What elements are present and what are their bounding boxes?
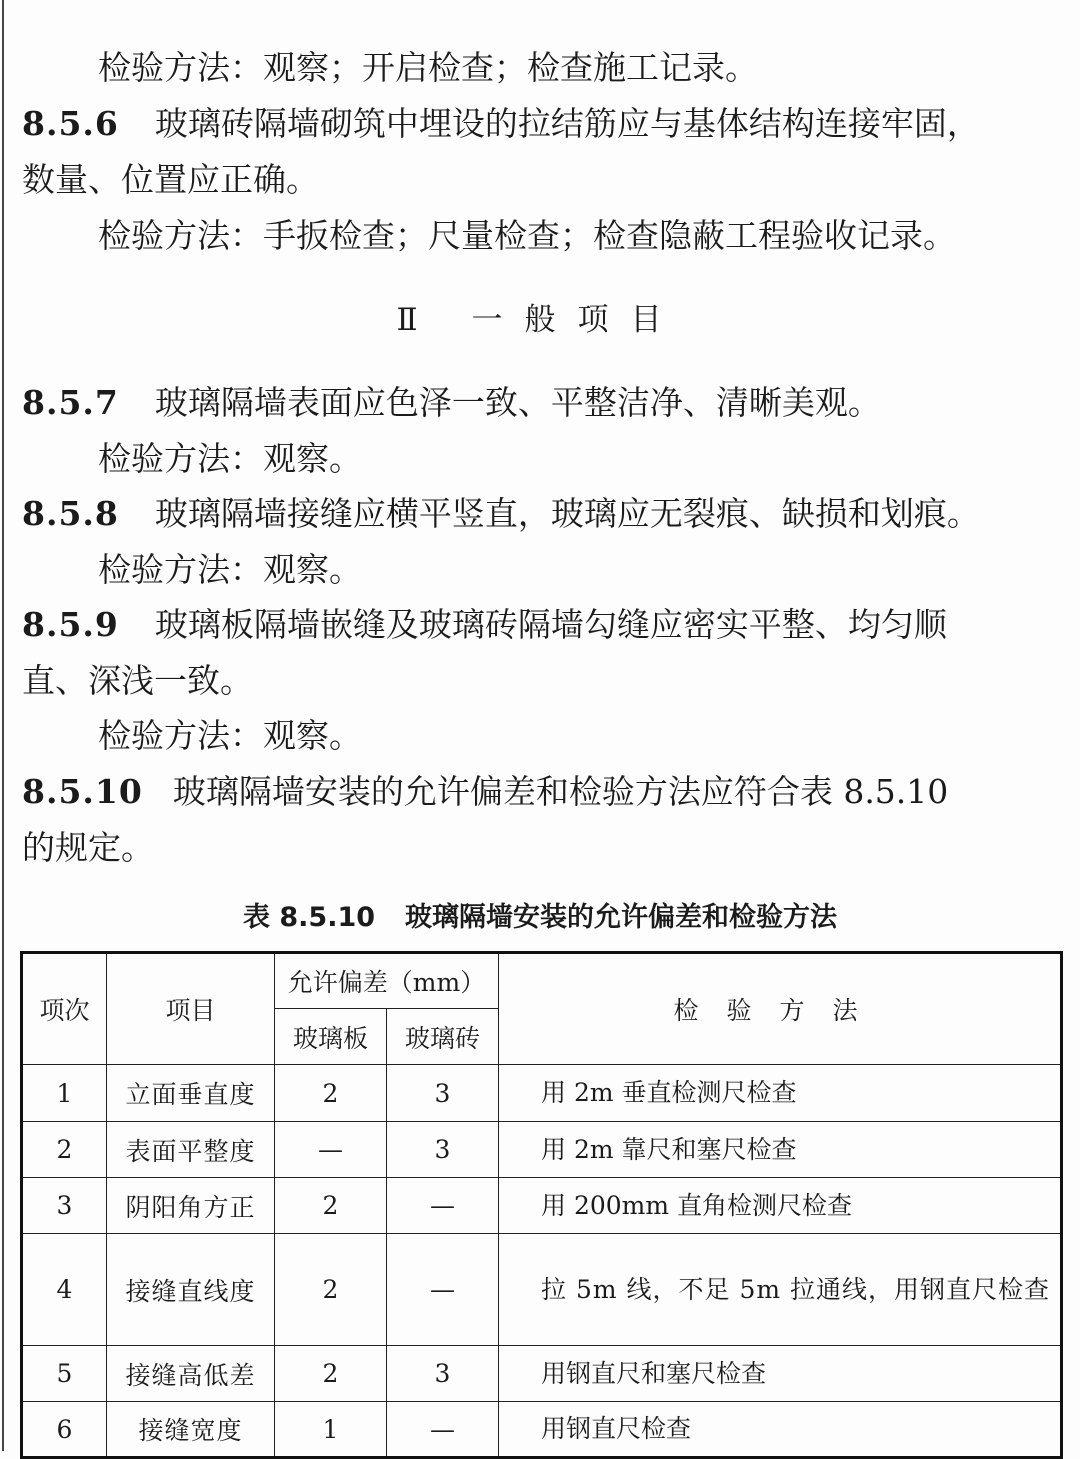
row-num: 6 — [22, 1402, 107, 1458]
clause-text-continued: 的规定。 — [22, 828, 154, 867]
clause-text: 玻璃隔墙安装的允许偏差和检验方法应符合表 8.5.10 — [172, 772, 949, 811]
header-item: 项目 — [107, 953, 275, 1065]
table-caption: 玻璃隔墙安装的允许偏差和检验方法 — [405, 902, 838, 933]
header-glass-brick: 玻璃砖 — [387, 1009, 499, 1065]
row-item: 接缝宽度 — [107, 1402, 275, 1458]
header-glass-panel: 玻璃板 — [275, 1009, 387, 1065]
row-num: 2 — [22, 1122, 107, 1178]
check-method-line: 检验方法：观察。 — [98, 716, 362, 755]
row-method: 拉 5m 线，不足 5m 拉通线，用钢直尺检查 — [499, 1234, 1062, 1346]
row-item: 立面垂直度 — [107, 1065, 275, 1122]
check-method-line: 检验方法：观察。 — [98, 550, 362, 589]
row-panel-tolerance: 1 — [275, 1402, 387, 1458]
table-row — [22, 1178, 1062, 1234]
clause-text: 玻璃隔墙接缝应横平竖直，玻璃应无裂痕、缺损和划痕。 — [154, 494, 980, 533]
row-method: 用 200mm 直角检测尺检查 — [499, 1178, 1062, 1234]
table-number: 表 8.5.10 — [242, 902, 376, 933]
row-brick-tolerance: — — [387, 1402, 499, 1458]
row-method: 用钢直尺检查 — [499, 1402, 1062, 1458]
row-panel-tolerance: 2 — [275, 1234, 387, 1346]
row-item: 表面平整度 — [107, 1122, 275, 1178]
row-item: 接缝直线度 — [107, 1234, 275, 1346]
row-num: 4 — [22, 1234, 107, 1346]
row-method: 用 2m 垂直检测尺检查 — [499, 1065, 1062, 1122]
tolerance-table — [20, 951, 1063, 1459]
row-brick-tolerance: 3 — [387, 1346, 499, 1402]
row-panel-tolerance: 2 — [275, 1346, 387, 1402]
header-num: 项次 — [22, 953, 107, 1065]
clause-text: 玻璃板隔墙嵌缝及玻璃砖隔墙勾缝应密实平整、均匀顺 — [154, 605, 947, 644]
clause-number: 8.5.7 — [22, 383, 119, 422]
check-method-line: 检验方法：观察。 — [98, 439, 362, 478]
table-row — [22, 1402, 1062, 1458]
row-brick-tolerance: 3 — [387, 1065, 499, 1122]
clause-number: 8.5.6 — [22, 104, 119, 143]
row-method: 用 2m 靠尺和塞尺检查 — [499, 1122, 1062, 1178]
clause-8-5-10 — [22, 772, 948, 812]
clause-8-5-9 — [22, 605, 947, 645]
row-brick-tolerance: 3 — [387, 1122, 499, 1178]
row-brick-tolerance: — — [387, 1234, 499, 1346]
clause-8-5-8 — [22, 494, 980, 534]
row-num: 3 — [22, 1178, 107, 1234]
clause-8-5-6 — [22, 104, 980, 144]
clause-number: 8.5.9 — [22, 605, 119, 644]
row-brick-tolerance: — — [387, 1178, 499, 1234]
table-title — [0, 900, 1080, 936]
row-panel-tolerance: 2 — [275, 1178, 387, 1234]
clause-text-continued: 数量、位置应正确。 — [22, 160, 319, 199]
row-method: 用钢直尺和塞尺检查 — [499, 1346, 1062, 1402]
page-edge — [2, 0, 4, 1451]
row-num: 1 — [22, 1065, 107, 1122]
row-item: 接缝高低差 — [107, 1346, 275, 1402]
clause-text: 玻璃砖隔墙砌筑中埋设的拉结筋应与基体结构连接牢固， — [154, 104, 980, 143]
section-heading: Ⅱ 一般项目 — [396, 302, 684, 338]
clause-text: 玻璃隔墙表面应色泽一致、平整洁净、清晰美观。 — [154, 383, 881, 422]
table-row — [22, 1065, 1062, 1122]
clause-number: 8.5.10 — [22, 772, 143, 811]
check-method-line: 检验方法：手扳检查；尺量检查；检查隐蔽工程验收记录。 — [98, 216, 956, 255]
table-row — [22, 1122, 1062, 1178]
row-num: 5 — [22, 1346, 107, 1402]
table-row — [22, 1234, 1062, 1346]
clause-text-continued: 直、深浅一致。 — [22, 661, 253, 700]
row-panel-tolerance: — — [275, 1122, 387, 1178]
clause-8-5-7 — [22, 383, 881, 423]
table-row — [22, 1346, 1062, 1402]
check-method-line: 检验方法：观察；开启检查；检查施工记录。 — [98, 48, 758, 87]
header-tolerance: 允许偏差（mm） — [275, 953, 499, 1009]
header-method: 检验方法 — [499, 953, 1062, 1065]
row-panel-tolerance: 2 — [275, 1065, 387, 1122]
clause-number: 8.5.8 — [22, 494, 119, 533]
row-item: 阴阳角方正 — [107, 1178, 275, 1234]
